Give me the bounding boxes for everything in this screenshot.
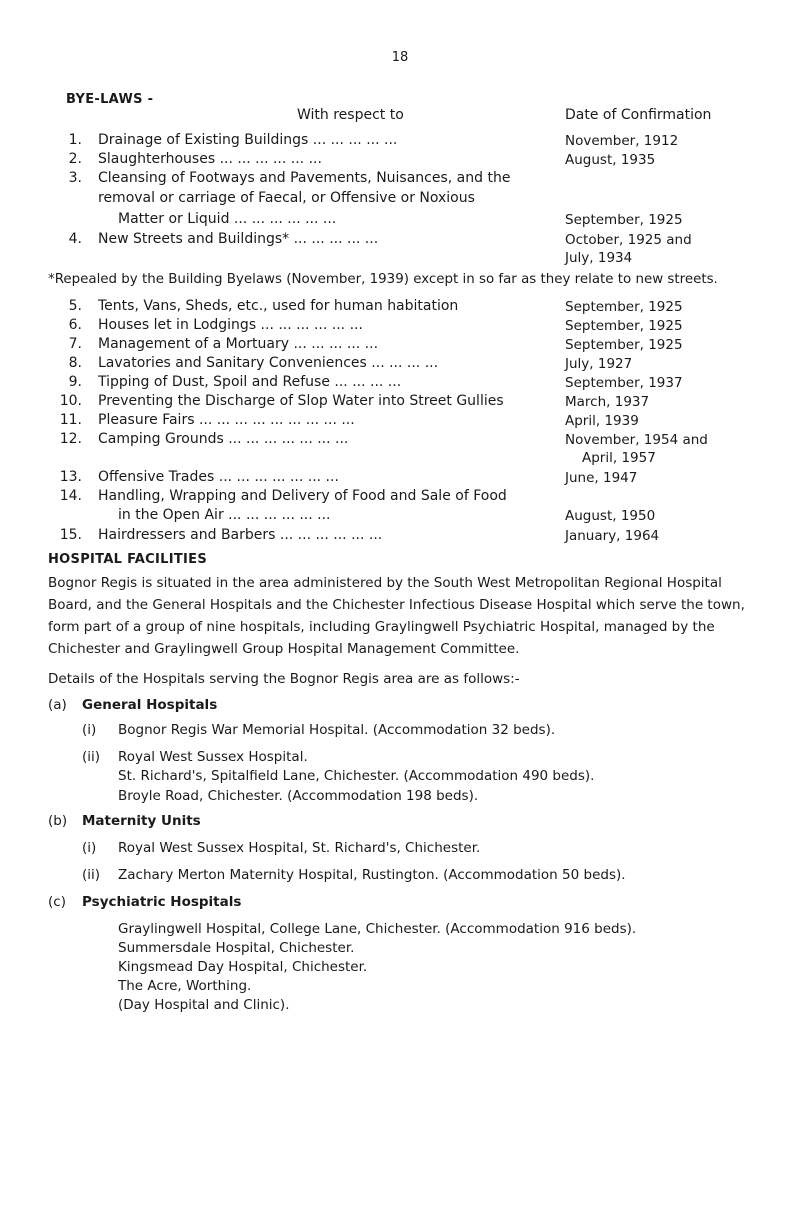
byelaws-heading: BYE-LAWS - (66, 92, 154, 107)
details-lead: Details of the Hospitals serving the Bognor Regis area are as follows:- (48, 671, 520, 687)
section-label: (c) (48, 894, 66, 910)
item-subject: Drainage of Existing Buildings ... ... ... ... ... (98, 132, 398, 148)
item-date: April, 1939 (565, 413, 639, 429)
item-number: 1. (68, 132, 82, 148)
item-subject: New Streets and Buildings* ... ... ... ... ... (98, 231, 379, 247)
hospital-entry: Kingsmead Day Hospital, Chichester. (118, 959, 368, 975)
section-title: Psychiatric Hospitals (82, 894, 242, 910)
item-number: 9. (68, 374, 82, 390)
item-number: 7. (68, 336, 82, 352)
item-date: March, 1937 (565, 394, 650, 410)
hospital-facilities-heading: HOSPITAL FACILITIES (48, 552, 207, 567)
item-subject: Tents, Vans, Sheds, etc., used for human habitation (98, 298, 459, 314)
hospital-entry: Royal West Sussex Hospital. (118, 749, 308, 765)
column-heading-subject: With respect to (297, 107, 404, 123)
item-date: June, 1947 (565, 470, 638, 486)
item-subject: Handling, Wrapping and Delivery of Food and Sale of Food (98, 488, 507, 504)
item-number: 11. (59, 412, 82, 428)
hospital-intro-paragraph: Bognor Regis is situated in the area administered by the South West Metropolitan Regional Hospital Board, and the General Hospitals and the Chichester Infectious Disease Hospital which serve the town, form part of a group of nine hospitals, including Graylingwell Psychiatric Hospital, managed by the Chichester and Graylingwell Group Hospital Management Committee. (48, 575, 745, 657)
item-subject: Preventing the Discharge of Slop Water into Street Gullies (98, 393, 504, 409)
item-subject: Lavatories and Sanitary Conveniences ... ... ... ... (98, 355, 439, 371)
hospital-entry: Bognor Regis War Memorial Hospital. (Accommodation 32 beds). (118, 722, 556, 738)
item-subject: Houses let in Lodgings ... ... ... ... ... ... (98, 317, 363, 333)
item-number: 4. (68, 231, 82, 247)
hospital-entry: The Acre, Worthing. (118, 978, 252, 994)
page-number: 18 (391, 50, 409, 65)
item-date-continuation: April, 1957 (582, 450, 656, 466)
item-date: August, 1935 (565, 152, 656, 168)
item-date: September, 1937 (565, 375, 683, 391)
item-number: 10. (59, 393, 82, 409)
item-date: July, 1927 (565, 356, 633, 372)
item-subject-continuation: Matter or Liquid ... ... ... ... ... ... (118, 211, 337, 227)
item-date: October, 1925 and (565, 232, 692, 248)
item-subject: Management of a Mortuary ... ... ... ... ... (98, 336, 379, 352)
item-number: 6. (68, 317, 82, 333)
hospital-entry-line: St. Richard's, Spitalfield Lane, Chichester. (Accommodation 490 beds). (118, 768, 595, 784)
item-subject: Offensive Trades ... ... ... ... ... ... ... (98, 469, 339, 485)
column-heading-date: Date of Confirmation (565, 107, 712, 123)
item-date-continuation: July, 1934 (565, 250, 633, 266)
item-number: 12. (59, 431, 82, 447)
item-number: 3. (68, 170, 82, 186)
hospital-entry: (Day Hospital and Clinic). (118, 997, 290, 1013)
item-date: August, 1950 (565, 508, 656, 524)
hospital-entry: Zachary Merton Maternity Hospital, Rustington. (Accommodation 50 beds). (118, 867, 626, 883)
item-date: September, 1925 (565, 337, 683, 353)
item-number: 13. (59, 469, 82, 485)
item-subject-continuation: removal or carriage of Faecal, or Offensive or Noxious (98, 190, 475, 206)
list-label: (i) (82, 840, 97, 856)
item-date: September, 1925 (565, 212, 683, 228)
item-date: September, 1925 (565, 299, 683, 315)
item-number: 8. (68, 355, 82, 371)
item-subject: Pleasure Fairs ... ... ... ... ... ... ... ... ... (98, 412, 355, 428)
section-label: (a) (48, 697, 67, 713)
item-subject-continuation: in the Open Air ... ... ... ... ... ... (118, 507, 331, 523)
item-number: 14. (59, 488, 82, 504)
section-title: General Hospitals (82, 697, 218, 713)
item-number: 15. (59, 527, 82, 543)
item-subject: Camping Grounds ... ... ... ... ... ... ... (98, 431, 349, 447)
hospital-entry: Royal West Sussex Hospital, St. Richard's, Chichester. (118, 840, 481, 856)
hospital-entry: Graylingwell Hospital, College Lane, Chichester. (Accommodation 916 beds). (118, 921, 637, 937)
item-subject: Cleansing of Footways and Pavements, Nuisances, and the (98, 170, 511, 186)
list-label: (i) (82, 722, 97, 738)
item-number: 5. (68, 298, 82, 314)
footnote: *Repealed by the Building Byelaws (November, 1939) except in so far as they relate to new streets. (48, 272, 718, 287)
item-date: September, 1925 (565, 318, 683, 334)
list-label: (ii) (82, 749, 101, 765)
list-label: (ii) (82, 867, 101, 883)
item-subject: Tipping of Dust, Spoil and Refuse ... ... ... ... (98, 374, 402, 390)
item-date: January, 1964 (565, 528, 660, 544)
item-date: November, 1954 and (565, 432, 708, 448)
section-label: (b) (48, 813, 68, 829)
item-number: 2. (68, 151, 82, 167)
item-subject: Hairdressers and Barbers ... ... ... ... ... ... (98, 527, 383, 543)
section-title: Maternity Units (82, 813, 201, 829)
hospital-entry: Summersdale Hospital, Chichester. (118, 940, 355, 956)
item-subject: Slaughterhouses ... ... ... ... ... ... (98, 151, 322, 167)
item-date: November, 1912 (565, 133, 679, 149)
hospital-entry-line: Broyle Road, Chichester. (Accommodation 198 beds). (118, 788, 479, 804)
